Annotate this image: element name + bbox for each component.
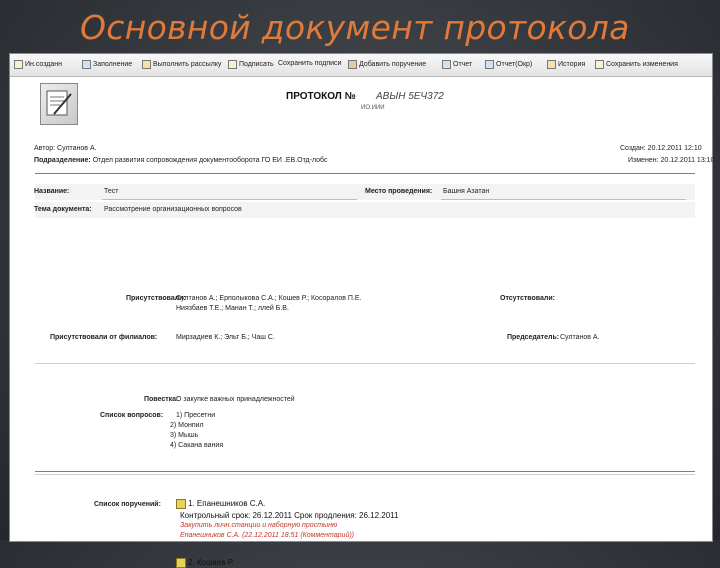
toolbar-btn-save-signs[interactable]: Сохранить подписи — [278, 60, 342, 67]
toolbar-btn-fill[interactable]: Заполнение — [82, 60, 132, 69]
place-field[interactable]: Башня Азатан — [443, 188, 490, 195]
chair-label: Председатель: — [507, 334, 560, 341]
name-field[interactable]: Тест — [104, 188, 119, 195]
document-logo-icon — [40, 83, 78, 125]
report-ext-icon — [485, 60, 494, 69]
divider — [35, 363, 695, 364]
absent-label: Отсутствовали: — [500, 295, 555, 302]
orders-label: Список поручений: — [94, 501, 161, 508]
protocol-number: АВЫН 5ЕЧ372 — [376, 91, 444, 102]
toolbar-btn-history[interactable]: История — [547, 60, 585, 69]
name-label: Название: — [34, 188, 70, 195]
chair-value: Султанов А. — [560, 334, 600, 341]
send-icon — [142, 60, 151, 69]
order-item-2[interactable]: 2. Кошаев Р. — [176, 558, 234, 568]
place-underline — [441, 199, 686, 200]
divider — [35, 471, 695, 472]
created-row: Создан: 20.12.2011 12:10 — [620, 145, 702, 152]
slide-title: Основной документ протокола — [80, 8, 630, 47]
screenshot-window — [9, 53, 715, 568]
branch-value: Мирзадиев К.; Эльт Б.; Чаш С. — [176, 334, 275, 341]
topic-field[interactable]: Рассмотрение организационных вопросов — [104, 206, 242, 213]
toolbar-btn-report-ext[interactable]: Отчет(Окр) — [485, 60, 532, 69]
author-value: Султанов А. — [57, 145, 97, 152]
order-note: Закупить личн.станции и наборную простыню — [180, 522, 338, 529]
changed-value: 20.12.2011 13:10 — [660, 157, 715, 164]
order-flag-icon — [176, 558, 186, 568]
toolbar-btn-sign[interactable]: Подписать — [228, 60, 274, 69]
question-item: 1) Пресетни — [176, 412, 216, 419]
branch-label: Присутствовали от филиалов: — [50, 334, 158, 341]
dept-row: Подразделение: Отдел развития сопровождения документооборота ГО ЕИ .ЕВ.Отд-лобс — [34, 157, 328, 164]
present-label: Присутствовали: — [126, 295, 186, 302]
agenda-value: О закупке важных принадлежностей — [176, 396, 295, 403]
name-underline — [102, 199, 357, 200]
toolbar-btn-report[interactable]: Отчет — [442, 60, 472, 69]
agenda-label: Повестка: — [144, 396, 179, 403]
history-icon — [547, 60, 556, 69]
toolbar-btn-save-changes[interactable]: Сохранить изменения — [595, 60, 678, 69]
add-order-icon — [348, 60, 357, 69]
divider — [35, 474, 695, 475]
question-item: 4) Сакана вания — [170, 442, 224, 449]
questions-label: Список вопросов: — [100, 412, 164, 419]
fill-icon — [82, 60, 91, 69]
place-label: Место проведения: — [365, 188, 433, 195]
present-value-1: Султанов А.; Ерполыкова С.А.; Кошев Р.; Косоралов П.Е. — [176, 295, 362, 302]
toolbar-btn-create[interactable]: Ин.созданн — [14, 60, 62, 69]
report-icon — [442, 60, 451, 69]
protocol-subtitle: ИО.ИИИ — [361, 105, 385, 111]
order-comment-link[interactable]: Епанешников С.А. (22.12.2011 18:51 (Комментарий)) — [180, 532, 355, 539]
divider — [35, 173, 695, 174]
order-deadline: Контрольный срок: 26.12.2011 Срок продления: 26.12.2011 — [180, 511, 399, 520]
toolbar-btn-send[interactable]: Выполнить рассылку — [142, 60, 221, 69]
protocol-document — [30, 78, 715, 568]
question-item: 2) Монпил — [170, 422, 204, 429]
toolbar-btn-add-order[interactable]: Добавить поручение — [348, 60, 426, 69]
sign-icon — [228, 60, 237, 69]
present-value-2: Ниязбаев Т.Е.; Манан Т.; ллей Б.В. — [176, 305, 289, 312]
question-item: 3) Мышь — [170, 432, 199, 439]
changed-row: Изменен: 20.12.2011 13:10 — [628, 157, 715, 164]
topic-label: Тема документа: — [34, 206, 92, 213]
dept-value: Отдел развития сопровождения документооборота ГО ЕИ .ЕВ.Отд-лобс — [92, 157, 328, 164]
created-value: 20.12.2011 12:10 — [647, 145, 702, 152]
order-flag-icon — [176, 499, 186, 509]
create-icon — [14, 60, 23, 69]
order-item-1[interactable]: 1. Епанешников С.А. — [176, 499, 265, 509]
protocol-title: ПРОТОКОЛ № — [286, 91, 356, 102]
save-icon — [595, 60, 604, 69]
toolbar — [10, 54, 712, 77]
author-label: Автор: Султанов А. — [34, 145, 97, 152]
